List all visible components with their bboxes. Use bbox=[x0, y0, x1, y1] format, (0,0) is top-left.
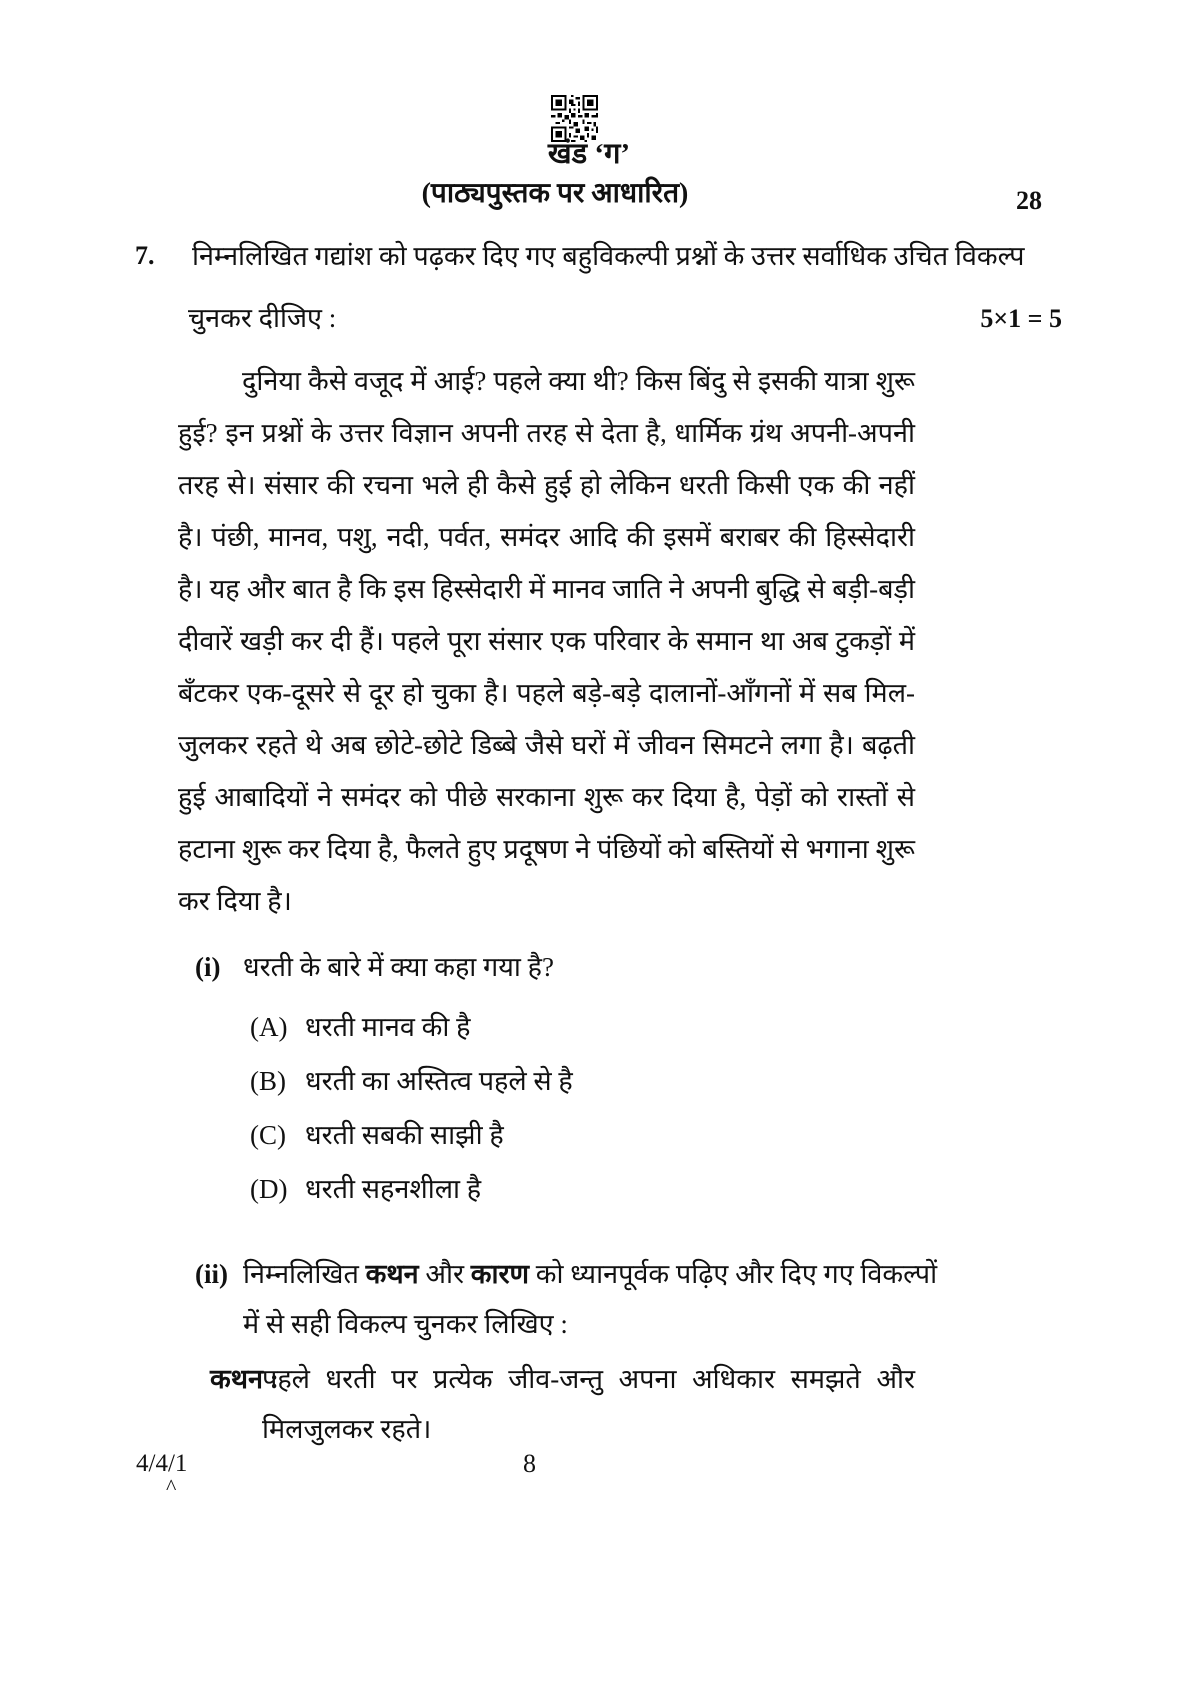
option-b-text: धरती का अस्तित्व पहले से है bbox=[305, 1066, 573, 1096]
question-7-block bbox=[135, 230, 1062, 1454]
sub-question-ii-part2: और bbox=[425, 1259, 464, 1289]
option-a-label: (A) bbox=[250, 1012, 288, 1042]
reading-passage: दुनिया कैसे वजूद में आई? पहले क्या थी? किस बिंदु से इसकी यात्रा शुरू हुई? इन प्रश्नों के उत्तर विज्ञान अपनी तरह से देता है, धार्मिक ग्रंथ अपनी-अपनी तरह से। संसार की रचना भले ही कैसे हुई हो लेकिन धरती किसी एक की नहीं है। पंछी, मानव, पशु, नदी, पर्वत, समंदर आदि की इसमें बराबर की हिस्सेदारी है। यह और बात है कि इस हिस्सेदारी में मानव जाति ने अपनी बुद्धि से बड़ी-बड़ी दीवारें खड़ी कर दी हैं। पहले पूरा संसार एक परिवार के समान था अब टुकड़ों में बँटकर एक-दूसरे से दूर हो चुका है। पहले बड़े-बड़े दालानों-आँगनों में सब मिल-जुलकर रहते थे अब छोटे-छोटे डिब्बे जैसे घरों में जीवन सिमटने लगा है। बढ़ती हुई आबादियों ने समंदर को पीछे सरकाना शुरू कर दिया है, पेड़ों को रास्तों से हटाना शुरू कर दिया है, फैलते हुए प्रदूषण ने पंछियों को बस्तियों से भगाना शुरू कर दिया है। bbox=[178, 366, 915, 916]
section-title: खंड ‘ग’ bbox=[547, 138, 631, 170]
options-list bbox=[135, 1001, 1062, 1215]
option-d-text: धरती सहनशीला है bbox=[305, 1174, 482, 1204]
sub-question-ii-part1: निम्नलिखित bbox=[243, 1259, 359, 1289]
kathan-word: कथन bbox=[365, 1259, 419, 1289]
sub-question-i-text: धरती के बारे में क्या कहा गया है? bbox=[243, 952, 554, 982]
option-c-text: धरती सबकी साझी है bbox=[305, 1120, 504, 1150]
option-a-text: धरती मानव की है bbox=[305, 1012, 471, 1042]
sub-question-ii bbox=[135, 1249, 942, 1349]
paper-code: 4/4/1 bbox=[136, 1450, 188, 1477]
question-intro-line2: चुनकर दीजिए : bbox=[188, 303, 337, 333]
option-b-label: (B) bbox=[250, 1066, 286, 1096]
sub-question-ii-label: (ii) bbox=[195, 1259, 228, 1289]
page-number: 8 bbox=[523, 1449, 536, 1478]
option-a bbox=[135, 1001, 1062, 1053]
option-c bbox=[135, 1109, 1062, 1161]
corner-page-total: 28 bbox=[1016, 186, 1042, 215]
assertion-text: पहले धरती पर प्रत्येक जीव-जन्तु अपना अधिकार समझते और मिलजुलकर रहते। bbox=[262, 1364, 915, 1444]
marks-label: 5×1 = 5 bbox=[980, 304, 1062, 333]
option-d bbox=[135, 1163, 1062, 1215]
caret-mark: ^ bbox=[166, 1474, 177, 1499]
qr-code-icon bbox=[551, 95, 598, 142]
sub-question-i-label: (i) bbox=[195, 952, 221, 982]
question-intro-line1: निम्नलिखित गद्यांश को पढ़कर दिए गए बहुविकल्पी प्रश्नों के उत्तर सर्वाधिक उचित विकल्प bbox=[192, 241, 1025, 271]
section-subtitle: (पाठ्यपुस्तक पर आधारित) bbox=[421, 178, 689, 209]
kaaran-word: कारण bbox=[470, 1259, 530, 1289]
question-7-intro-line2 bbox=[135, 292, 1062, 345]
option-b bbox=[135, 1055, 1062, 1107]
option-c-label: (C) bbox=[250, 1120, 286, 1150]
option-d-label: (D) bbox=[250, 1174, 288, 1204]
question-number: 7. bbox=[135, 241, 155, 270]
sub-question-i bbox=[135, 941, 1062, 993]
assertion-statement bbox=[135, 1354, 915, 1454]
question-7-intro bbox=[135, 230, 1062, 282]
sub-question-ii-part3: को ध्यानपूर्वक पढ़िए और दिए गए विकल्पों में से सही विकल्प चुनकर लिखिए : bbox=[243, 1259, 938, 1339]
assertion-label: कथन : bbox=[210, 1364, 279, 1394]
